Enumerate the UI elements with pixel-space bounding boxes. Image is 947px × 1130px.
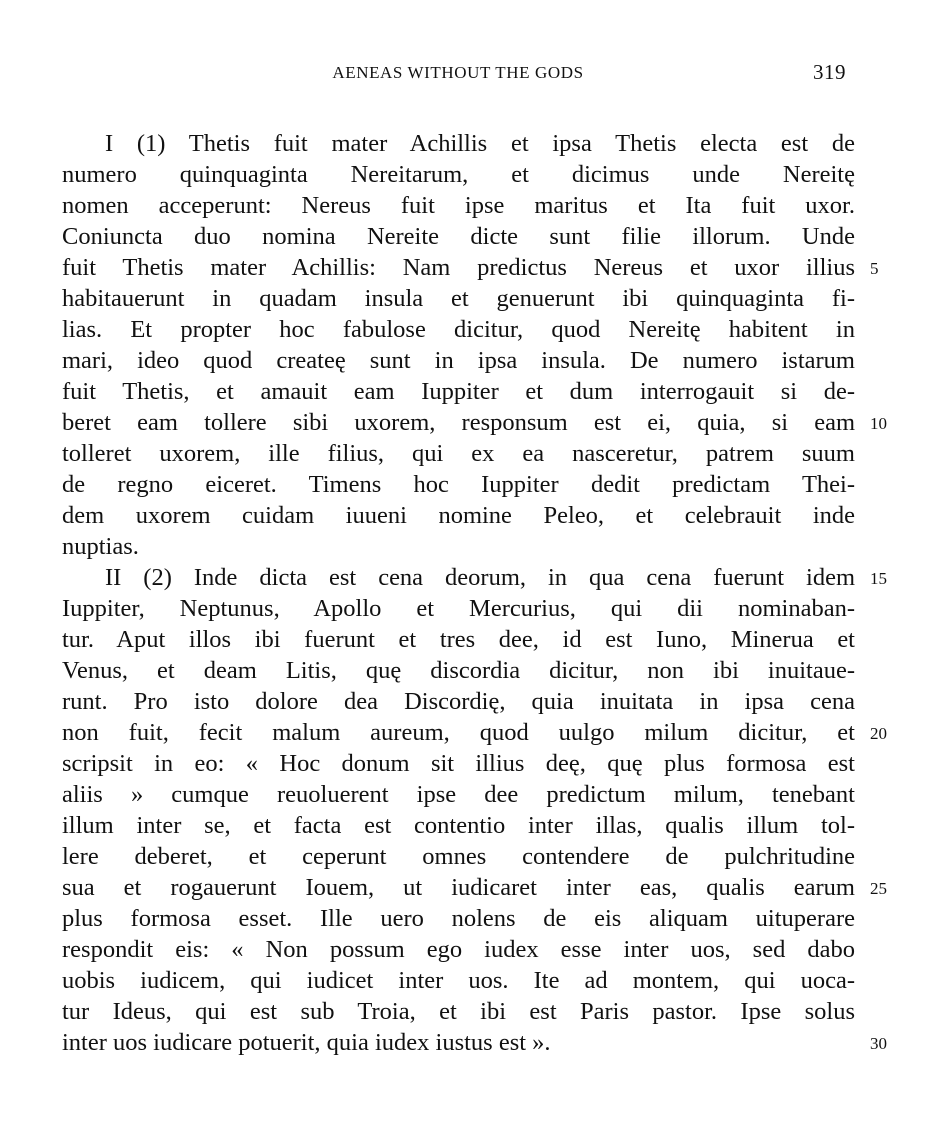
line-text: Iuppiter, Neptunus, Apollo et Mercurius, qui dii nominaban-: [62, 595, 855, 622]
line-text: I (1) Thetis fuit mater Achillis et ipsa Thetis electa est de: [105, 130, 855, 157]
line-text: mari, ideo quod createę sunt in ipsa insula. De numero istarum: [62, 347, 855, 374]
text-line: [62, 624, 855, 655]
text-line: [62, 841, 855, 872]
line-number: 15: [870, 569, 887, 588]
line-text: dem uxorem cuidam iuueni nomine Peleo, et celebrauit inde: [62, 502, 855, 529]
line-text: runt. Pro isto dolore dea Discordię, quia inuitata in ipsa cena: [62, 688, 855, 715]
line-text: de regno eiceret. Timens hoc Iuppiter dedit predictam Thei-: [62, 471, 855, 498]
text-line: [62, 872, 887, 903]
line-number: 10: [870, 414, 887, 433]
text-line: [62, 810, 855, 841]
line-text: Venus, et deam Litis, quę discordia dicitur, non ibi inuitaue-: [62, 657, 855, 684]
line-text: fuit Thetis mater Achillis: Nam predictus Nereus et uxor illius: [62, 254, 855, 281]
text-line: [62, 500, 855, 531]
text-line: [62, 934, 855, 965]
text-line: [62, 407, 887, 438]
line-text: respondit eis: « Non possum ego iudex esse inter uos, sed dabo: [62, 936, 855, 963]
line-text: lere deberet, et ceperunt omnes contendere de pulchritudine: [62, 843, 855, 870]
text-line: [62, 686, 855, 717]
text-line: [62, 996, 855, 1027]
line-text: scripsit in eo: « Hoc donum sit illius deę, quę plus formosa est: [62, 750, 855, 777]
line-number: 25: [870, 879, 887, 898]
line-text: II (2) Inde dicta est cena deorum, in qua cena fuerunt idem: [105, 564, 855, 591]
text-line: [62, 469, 855, 500]
line-text: tur. Aput illos ibi fuerunt et tres dee, id est Iuno, Minerua et: [62, 626, 855, 653]
page-header: [0, 58, 947, 88]
text-line: [62, 345, 855, 376]
line-text: beret eam tollere sibi uxorem, responsum est ei, quia, si eam: [62, 409, 855, 436]
page-number: 319: [813, 60, 846, 84]
line-number: 20: [870, 724, 887, 743]
line-text: lias. Et propter hoc fabulose dicitur, quod Nereitę habitent in: [62, 316, 855, 343]
line-text: plus formosa esset. Ille uero nolens de eis aliquam uituperare: [62, 905, 855, 932]
line-text: nomen acceperunt: Nereus fuit ipse maritus et Ita fuit uxor.: [62, 192, 855, 219]
text-line: [62, 221, 855, 252]
line-number: 30: [870, 1034, 887, 1053]
line-text: illum inter se, et facta est contentio inter illas, qualis illum tol-: [62, 812, 855, 839]
text-line: [62, 965, 855, 996]
text-line: [62, 159, 855, 190]
text-body: [62, 128, 887, 1058]
line-text: uobis iudicem, qui iudicet inter uos. Ite ad montem, qui uoca-: [62, 967, 855, 994]
text-line: [62, 438, 855, 469]
text-line: [62, 562, 887, 593]
line-number: 5: [870, 259, 879, 278]
line-text: non fuit, fecit malum aureum, quod uulgo milum dicitur, et: [62, 719, 855, 746]
text-line: [62, 903, 855, 934]
text-line: [62, 748, 855, 779]
text-line: [62, 314, 855, 345]
line-text: Coniuncta duo nomina Nereite dicte sunt filie illorum. Unde: [62, 223, 855, 250]
text-line: [62, 779, 855, 810]
line-text: numero quinquaginta Nereitarum, et dicimus unde Nereitę: [62, 161, 855, 188]
running-title: AENEAS WITHOUT THE GODS: [332, 63, 584, 82]
text-line: [62, 252, 879, 283]
text-line: [62, 531, 855, 562]
text-line: [62, 1027, 887, 1058]
line-text: nuptias.: [62, 533, 139, 560]
text-line: [62, 376, 855, 407]
line-text: aliis » cumque reuoluerent ipse dee predictum milum, tenebant: [62, 781, 855, 808]
line-text: tur Ideus, qui est sub Troia, et ibi est Paris pastor. Ipse solus: [62, 998, 855, 1025]
text-line: [62, 283, 855, 314]
text-line: [62, 190, 855, 221]
text-line: [62, 655, 855, 686]
line-text: sua et rogauerunt Iouem, ut iudicaret inter eas, qualis earum: [62, 874, 855, 901]
line-text: inter uos iudicare potuerit, quia iudex iustus est ».: [62, 1029, 551, 1056]
line-text: fuit Thetis, et amauit eam Iuppiter et dum interrogauit si de-: [62, 378, 855, 405]
line-text: tolleret uxorem, ille filius, qui ex ea nasceretur, patrem suum: [62, 440, 855, 467]
text-line: [62, 593, 855, 624]
text-line: [62, 128, 855, 159]
text-line: [62, 717, 887, 748]
line-text: habitauerunt in quadam insula et genuerunt ibi quinquaginta fi-: [62, 285, 855, 312]
